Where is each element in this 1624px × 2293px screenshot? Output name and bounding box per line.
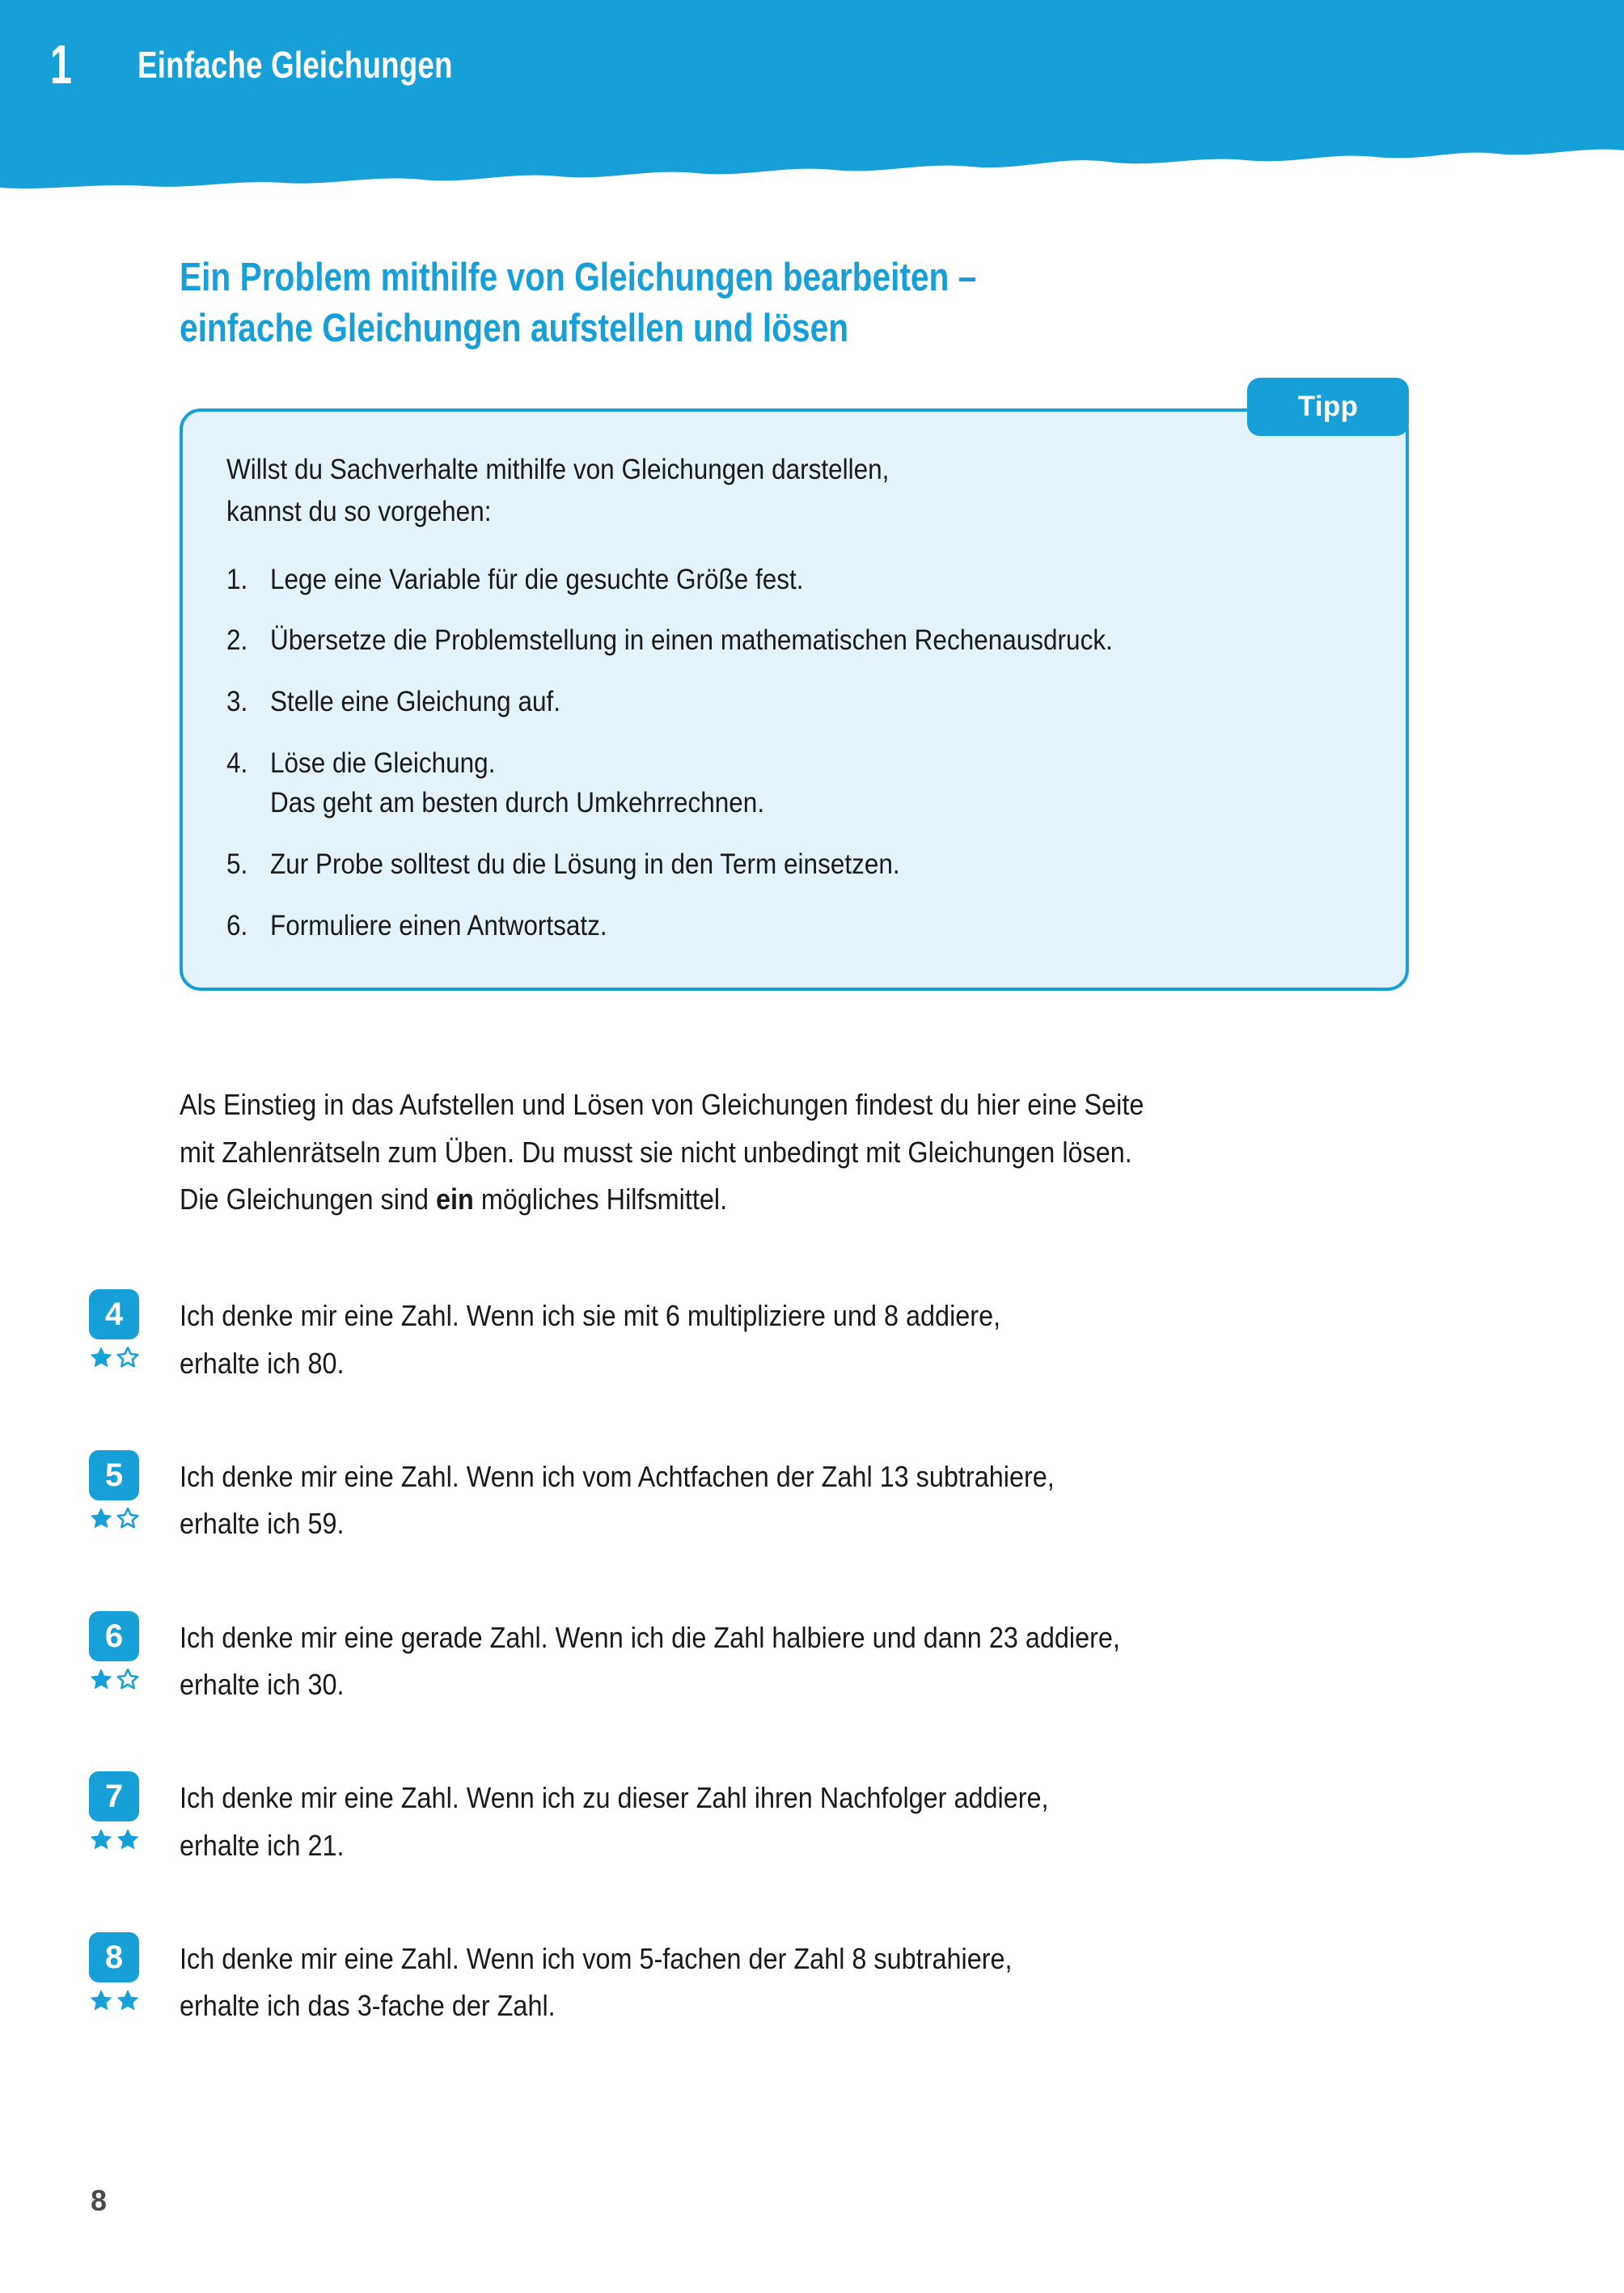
- exercise-text-line-2: erhalte ich 80.: [180, 1346, 345, 1380]
- tip-step-number: 3.: [226, 686, 248, 717]
- tip-step-text: Stelle eine Gleichung auf.: [270, 686, 561, 717]
- exercise-text: [180, 1450, 1479, 1548]
- exercise-item: [0, 1611, 1624, 1709]
- exercise-item: [0, 1932, 1624, 2030]
- exercise-number-badge: 7: [89, 1771, 139, 1821]
- tip-box-container: [180, 391, 1409, 991]
- chapter-title: Einfache Gleichungen: [137, 44, 453, 86]
- exercise-text: [180, 1611, 1479, 1709]
- exercise-text-line-1: Ich denke mir eine Zahl. Wenn ich sie mit 6 multipliziere und 8 addiere,: [180, 1299, 1001, 1333]
- difficulty-stars: [89, 1345, 140, 1369]
- star-outline-icon: [116, 1345, 140, 1369]
- difficulty-stars: [89, 1827, 140, 1851]
- page-title-line-1: Ein Problem mithilfe von Gleichungen bearbeiten –: [180, 256, 977, 299]
- tip-step-text: Löse die Gleichung.: [270, 747, 496, 779]
- exercise-marker: [89, 1611, 180, 1691]
- tip-box: [180, 408, 1409, 991]
- exercise-text: [180, 1289, 1479, 1387]
- tip-step-text: Lege eine Variable für die gesuchte Größe fest.: [270, 563, 804, 595]
- tip-step: [226, 844, 1362, 885]
- exercise-item: [0, 1289, 1624, 1387]
- intro-line-1: Als Einstieg in das Aufstellen und Lösen von Gleichungen findest du hier eine Seite: [180, 1088, 1144, 1122]
- tip-step-number: 5.: [226, 848, 248, 881]
- difficulty-stars: [89, 1506, 140, 1530]
- tip-step-number: 4.: [226, 747, 248, 779]
- exercise-number-badge: 6: [89, 1611, 139, 1661]
- exercise-text: [180, 1771, 1479, 1869]
- chapter-number: 1: [49, 34, 72, 95]
- exercise-number-badge: 8: [89, 1932, 139, 1982]
- tip-step-number: 6.: [226, 909, 248, 941]
- exercise-text: [180, 1932, 1479, 2030]
- exercise-marker: [89, 1771, 180, 1851]
- star-filled-icon: [89, 1345, 113, 1369]
- tip-badge: Tipp: [1247, 378, 1409, 436]
- tip-step-text-group: [270, 743, 1253, 823]
- exercise-number-badge: 4: [89, 1289, 139, 1339]
- exercise-marker: [89, 1932, 180, 2012]
- star-outline-icon: [116, 1667, 140, 1691]
- exercise-marker: [89, 1450, 180, 1530]
- exercise-item: [0, 1771, 1624, 1869]
- tip-step-text: Übersetze die Problemstellung in einen mathematischen Rechenausdruck.: [270, 624, 1113, 657]
- exercise-text-line-2: erhalte ich 59.: [180, 1507, 345, 1541]
- intro-line-3-before: Die Gleichungen sind: [180, 1182, 436, 1216]
- exercise-text-line-2: erhalte ich 21.: [180, 1828, 345, 1862]
- star-filled-icon: [116, 1988, 140, 2012]
- page-content: [0, 202, 1624, 2093]
- star-filled-icon: [116, 1827, 140, 1851]
- tip-step-subtext: Das geht am besten durch Umkehrrechnen.: [270, 787, 765, 819]
- star-filled-icon: [89, 1667, 113, 1691]
- tip-step-number: 1.: [226, 563, 248, 595]
- tip-step: [226, 906, 1362, 946]
- exercise-text-line-2: erhalte ich das 3-fache der Zahl.: [180, 1989, 556, 2023]
- chapter-header-band: [0, 0, 1624, 202]
- star-filled-icon: [89, 1827, 113, 1851]
- exercise-number-badge: 5: [89, 1450, 139, 1500]
- page-title-line-2: einfache Gleichungen aufstellen und lösen: [180, 306, 849, 350]
- tip-step-number: 2.: [226, 624, 248, 657]
- tip-intro-line-2: kannst du so vorgehen:: [226, 495, 492, 527]
- difficulty-stars: [89, 1988, 140, 2012]
- star-filled-icon: [89, 1988, 113, 2012]
- tip-intro-line-1: Willst du Sachverhalte mithilfe von Gleichungen darstellen,: [226, 454, 890, 486]
- exercise-text-line-1: Ich denke mir eine Zahl. Wenn ich vom Achtfachen der Zahl 13 subtrahiere,: [180, 1460, 1055, 1493]
- star-outline-icon: [116, 1506, 140, 1530]
- tip-step-text: Zur Probe solltest du die Lösung in den Term einsetzen.: [270, 848, 900, 881]
- tip-step: [226, 682, 1362, 722]
- exercise-item: [0, 1450, 1624, 1548]
- star-filled-icon: [89, 1506, 113, 1530]
- exercise-text-line-1: Ich denke mir eine gerade Zahl. Wenn ich die Zahl halbiere und dann 23 addiere,: [180, 1620, 1120, 1654]
- tip-step: [226, 560, 1362, 600]
- tip-intro: [226, 449, 1361, 531]
- exercise-text-line-2: erhalte ich 30.: [180, 1667, 345, 1701]
- tip-step: [226, 743, 1362, 823]
- page-number: 8: [91, 2184, 108, 2217]
- exercise-text-line-1: Ich denke mir eine Zahl. Wenn ich zu dieser Zahl ihren Nachfolger addiere,: [180, 1781, 1049, 1815]
- tip-step: [226, 620, 1362, 661]
- intro-paragraph: [180, 1081, 1315, 1223]
- page-title: [180, 252, 1227, 353]
- tip-step-text: Formuliere einen Antwortsatz.: [270, 909, 607, 941]
- tip-steps-list: [226, 560, 1362, 946]
- difficulty-stars: [89, 1667, 140, 1691]
- exercise-list: [0, 1289, 1624, 2029]
- exercise-text-line-1: Ich denke mir eine Zahl. Wenn ich vom 5-fachen der Zahl 8 subtrahiere,: [180, 1941, 1013, 1975]
- intro-line-3-after: mögliches Hilfsmittel.: [473, 1182, 728, 1216]
- exercise-marker: [89, 1289, 180, 1369]
- intro-line-2: mit Zahlenrätseln zum Üben. Du musst sie nicht unbedingt mit Gleichungen lösen.: [180, 1135, 1132, 1169]
- intro-emphasis: ein: [435, 1182, 474, 1216]
